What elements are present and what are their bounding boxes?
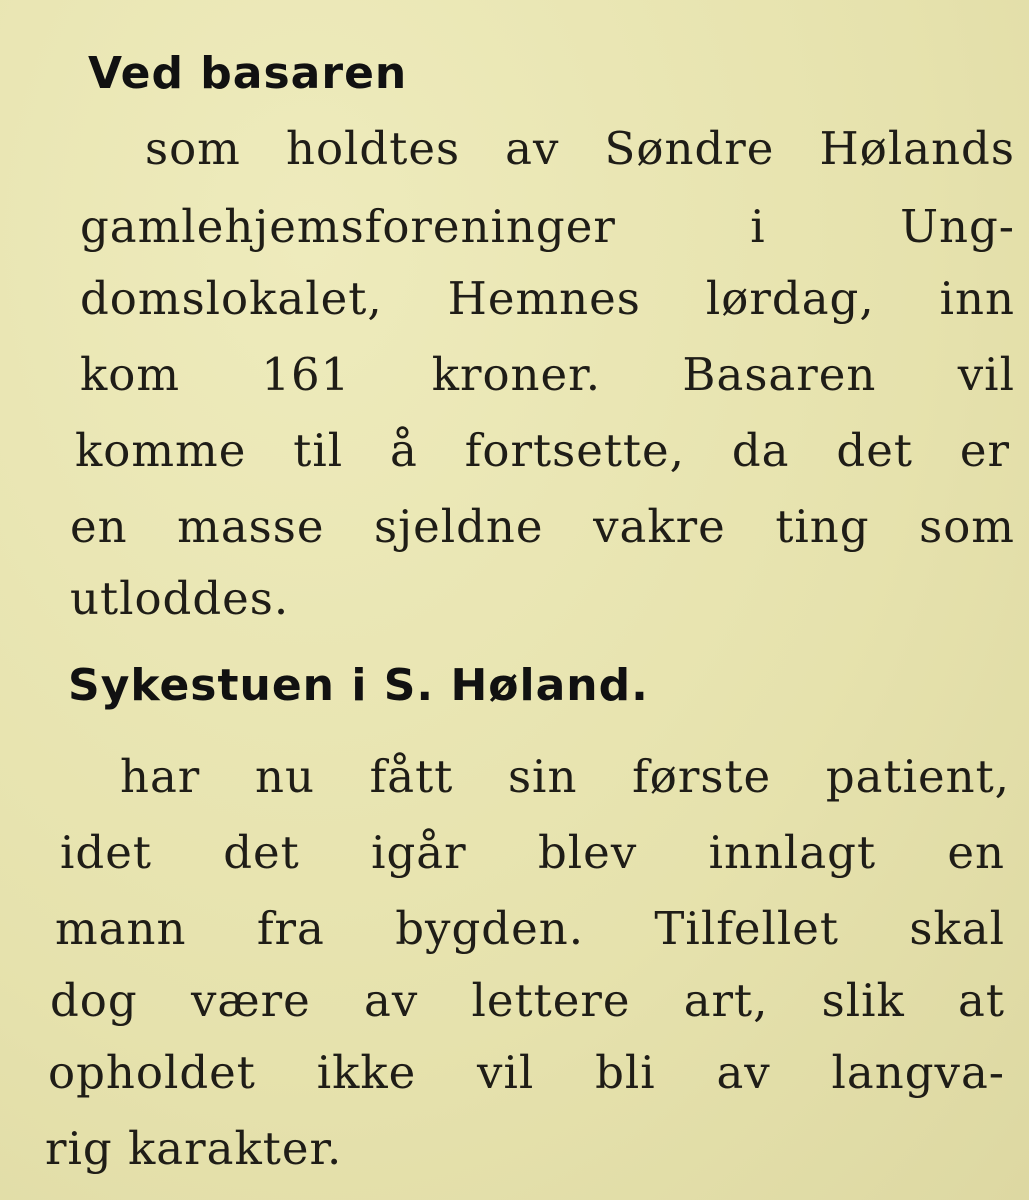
word: Ung-: [900, 200, 1015, 253]
word: til: [293, 424, 344, 477]
word: mann: [55, 902, 187, 955]
word: av: [505, 122, 560, 175]
word: en: [947, 826, 1005, 879]
headline-ved-basaren: Ved basaren: [88, 48, 408, 99]
word: Tilfellet: [654, 902, 839, 955]
word: av: [716, 1046, 771, 1099]
word: av: [364, 974, 419, 1027]
word: i: [750, 200, 766, 253]
text-line: [70, 572, 289, 625]
text-line: [145, 122, 1015, 175]
word: masse: [177, 500, 325, 553]
word: dog: [50, 974, 138, 1027]
word: karakter.: [128, 1122, 343, 1175]
word: domslokalet,: [80, 272, 383, 325]
word: da: [731, 424, 790, 477]
word: 161: [261, 348, 351, 401]
word: å: [390, 424, 418, 477]
word: sin: [507, 750, 578, 803]
text-line: [55, 902, 1005, 955]
word: holdtes: [285, 122, 461, 175]
word: Hølands: [819, 122, 1015, 175]
word: slik: [821, 974, 905, 1027]
word: fra: [256, 902, 325, 955]
word: fortsette,: [464, 424, 685, 477]
text-line: [75, 424, 1010, 477]
word: skal: [909, 902, 1005, 955]
word: vil: [957, 348, 1015, 401]
word: kroner.: [431, 348, 602, 401]
word: utloddes.: [70, 572, 290, 625]
word: en: [70, 500, 128, 553]
word: være: [190, 974, 311, 1027]
word: Søndre: [604, 122, 775, 175]
word: som: [145, 122, 241, 175]
word: vakre: [593, 500, 726, 553]
text-line: [120, 750, 1010, 803]
word: Basaren: [682, 348, 877, 401]
word: sjeldne: [374, 500, 544, 553]
word: det: [836, 424, 913, 477]
word: igår: [371, 826, 467, 879]
word: rig: [45, 1122, 113, 1175]
word: at: [958, 974, 1005, 1027]
word: lørdag,: [705, 272, 875, 325]
word: ikke: [316, 1046, 417, 1099]
word: som: [919, 500, 1015, 553]
word: det: [223, 826, 300, 879]
text-line: [70, 500, 1015, 553]
word: innlagt: [708, 826, 877, 879]
word: bygden.: [395, 902, 585, 955]
word: komme: [75, 424, 247, 477]
word: har: [120, 750, 201, 803]
word: første: [632, 750, 772, 803]
word: patient,: [825, 750, 1010, 803]
text-line: [50, 974, 1005, 1027]
word: bli: [595, 1046, 656, 1099]
text-line: [60, 826, 1005, 879]
text-line: [80, 200, 1015, 253]
word: Hemnes: [447, 272, 641, 325]
word: lettere: [471, 974, 631, 1027]
word: opholdet: [48, 1046, 256, 1099]
text-line: [45, 1122, 342, 1175]
headline-sykestuen: Sykestuen i S. Høland.: [68, 660, 649, 711]
word: langva-: [831, 1046, 1005, 1099]
text-line: [80, 348, 1015, 401]
word: nu: [255, 750, 315, 803]
word: ting: [775, 500, 870, 553]
word: blev: [537, 826, 638, 879]
word: inn: [939, 272, 1015, 325]
word: er: [959, 424, 1010, 477]
text-line: [48, 1046, 1005, 1099]
word: idet: [60, 826, 152, 879]
text-line: [80, 272, 1015, 325]
word: fått: [369, 750, 454, 803]
word: gamlehjemsforeninger: [80, 200, 616, 253]
word: vil: [477, 1046, 535, 1099]
word: kom: [80, 348, 181, 401]
word: art,: [683, 974, 769, 1027]
